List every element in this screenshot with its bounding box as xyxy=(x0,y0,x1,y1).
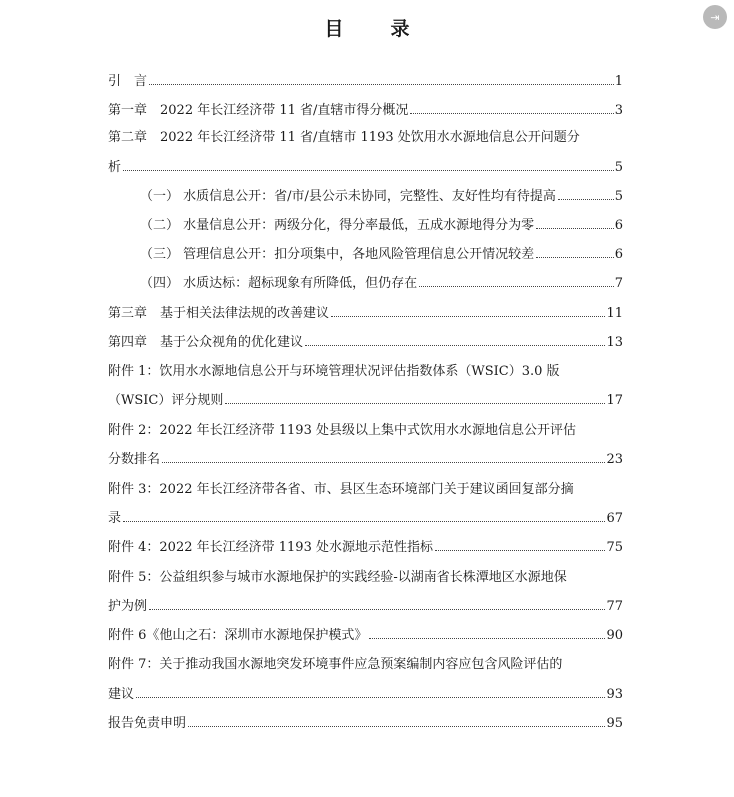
exit-icon: ⇥ xyxy=(710,10,720,24)
toc-page-number: 5 xyxy=(614,160,623,175)
toc-entry-chapter-4[interactable]: 第四章 基于公众视角的优化建议 13 xyxy=(108,333,623,353)
toc-page-number: 23 xyxy=(606,452,623,467)
toc-page-number: 6 xyxy=(614,218,623,233)
toc-page-number: 3 xyxy=(614,103,623,118)
toc-page-number: 7 xyxy=(614,276,623,291)
leader-dots xyxy=(136,697,605,698)
toc-page-number: 93 xyxy=(606,687,623,702)
toc-entry-appendix-1-line1[interactable]: 附件 1：饮用水水源地信息公开与环境管理状况评估指数体系（WSIC）3.0 版 xyxy=(108,364,560,379)
toc-entry-appendix-2[interactable]: 分数排名 23 xyxy=(108,450,623,470)
toc-entry-appendix-4[interactable]: 附件 4：2022 年长江经济带 1193 处水源地示范性指标 75 xyxy=(108,538,623,558)
toc-entry-appendix-5[interactable]: 护为例 77 xyxy=(108,597,623,617)
toc-entry-appendix-5-line1[interactable]: 附件 5：公益组织参与城市水源地保护的实践经验-以湖南省长株潭地区水源地保 xyxy=(108,570,567,585)
toc-entry-section-2[interactable]: （二） 水量信息公开：两级分化，得分率最低，五成水源地得分为零 6 xyxy=(140,216,623,236)
toc-entry-chapter-1[interactable]: 第一章 2022 年长江经济带 11 省/直辖市得分概况 3 xyxy=(108,101,623,121)
toc-page-number: 5 xyxy=(614,189,623,204)
toc-entry-section-4[interactable]: （四） 水质达标：超标现象有所降低，但仍存在 7 xyxy=(140,274,623,294)
toc-entry-introduction[interactable]: 引 言 1 xyxy=(108,72,623,92)
leader-dots xyxy=(331,316,605,317)
toc-entry-chapter-3[interactable]: 第三章 基于相关法律法规的改善建议 11 xyxy=(108,304,623,324)
toc-entry-section-1[interactable]: （一） 水质信息公开：省/市/县公示未协同，完整性、友好性均有待提高 5 xyxy=(140,187,623,207)
leader-dots xyxy=(419,286,614,287)
leader-dots xyxy=(123,170,614,171)
toc-entry-appendix-3-line1[interactable]: 附件 3：2022 年长江经济带各省、市、县区生态环境部门关于建议函回复部分摘 xyxy=(108,482,574,497)
toc-entry-appendix-6[interactable]: 附件 6《他山之石：深圳市水源地保护模式》 90 xyxy=(108,626,623,646)
toc-entry-disclaimer[interactable]: 报告免责申明 95 xyxy=(108,714,623,734)
page-title: 目 录 xyxy=(324,18,424,40)
toc-page-number: 1 xyxy=(614,74,623,89)
leader-dots xyxy=(188,726,605,727)
toc-page-number: 75 xyxy=(606,540,623,555)
leader-dots xyxy=(369,638,605,639)
toc-page-number: 90 xyxy=(606,628,623,643)
toc-page-number: 6 xyxy=(614,247,623,262)
toc-entry-appendix-7[interactable]: 建议 93 xyxy=(108,685,623,705)
leader-dots xyxy=(558,199,614,200)
leader-dots xyxy=(149,84,614,85)
toc-entry-appendix-3[interactable]: 录 67 xyxy=(108,509,623,529)
leader-dots xyxy=(225,403,605,404)
leader-dots xyxy=(410,113,613,114)
toc-page-number: 77 xyxy=(606,599,623,614)
toc-page-number: 95 xyxy=(606,716,623,731)
toc-page-number: 13 xyxy=(606,335,623,350)
toc-page-number: 17 xyxy=(606,393,623,408)
leader-dots xyxy=(536,228,614,229)
toc-page-number: 11 xyxy=(606,306,623,321)
leader-dots xyxy=(149,609,605,610)
toc-entry-section-3[interactable]: （三） 管理信息公开：扣分项集中，各地风险管理信息公开情况较差 6 xyxy=(140,245,623,265)
leader-dots xyxy=(305,345,605,346)
toc-entry-appendix-1[interactable]: （WSIC）评分规则 17 xyxy=(108,391,623,411)
toc-entry-appendix-7-line1[interactable]: 附件 7：关于推动我国水源地突发环境事件应急预案编制内容应包含风险评估的 xyxy=(108,657,563,672)
toc-entry-chapter-2[interactable]: 析 5 xyxy=(108,158,623,178)
leader-dots xyxy=(123,521,605,522)
leader-dots xyxy=(162,462,605,463)
leader-dots xyxy=(536,257,614,258)
toc-entry-appendix-2-line1[interactable]: 附件 2：2022 年长江经济带 1193 处县级以上集中式饮用水水源地信息公开评估 xyxy=(108,423,576,438)
toc-entry-chapter-2-line1[interactable]: 第二章 2022 年长江经济带 11 省/直辖市 1193 处饮用水水源地信息公开问题分 xyxy=(108,130,580,145)
leader-dots xyxy=(435,550,605,551)
toc-page-number: 67 xyxy=(606,511,623,526)
